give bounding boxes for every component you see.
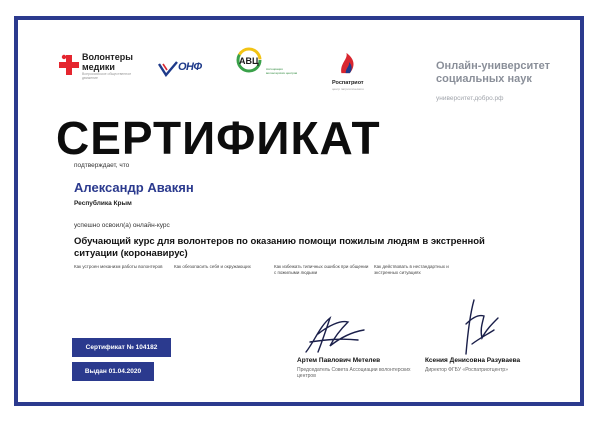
signer-name: Артем Павлович Метелев (297, 357, 381, 364)
onf-check-icon (158, 61, 178, 77)
mastered-text: успешно освоил(а) онлайн-курс (74, 222, 170, 229)
avc-text: АВЦ (239, 56, 259, 66)
certificate-title: СЕРТИФИКАТ (56, 112, 381, 164)
signer-role: Председатель Совета Ассоциации волонтерских центров (297, 367, 411, 379)
issued-date-badge: Выдан 01.04.2020 (72, 362, 154, 381)
signer-role: Директор ФГБУ «Роспатриотцентр» (425, 367, 508, 373)
recipient-name: Александр Авакян (74, 180, 194, 195)
course-module: Как обезопасить себя и окружающих (174, 264, 251, 269)
course-module: Как устроен механизм работы волонтеров (74, 264, 163, 269)
volunteer-medics-name: Волонтеры медики (82, 52, 133, 72)
rospatriot-name: Роспатриот (332, 80, 364, 86)
course-modules (74, 264, 484, 275)
onf-logo (158, 60, 214, 80)
course-module: Как избежать типичных ошибок при общении с пожилыми людьми (274, 264, 369, 275)
rospatriot-flame-icon (338, 50, 360, 76)
university-name: Онлайн-университет социальных наук (436, 60, 550, 85)
confirms-text: подтверждает, что (74, 162, 130, 169)
rospatriot-subtitle: центр патриотического (332, 87, 364, 91)
certificate-number-badge: Сертификат № 104182 (72, 338, 171, 357)
volunteer-medics-logo (58, 50, 158, 86)
rospatriot-logo (332, 50, 382, 92)
signer-1 (297, 357, 427, 379)
onf-text: ОНФ (178, 61, 202, 73)
signature-razuvaeva (452, 294, 504, 360)
avc-subtitle: Ассоциация волонтерских центров (266, 67, 298, 75)
course-title: Обучающий курс для волонтеров по оказанию помощи пожилым людям в экстренной ситуации (коронавирус) (74, 236, 485, 259)
university-url: университет.добро.рф (436, 95, 504, 102)
signer-name: Ксения Денисовна Разуваева (425, 357, 521, 364)
volunteer-medics-subtitle: Всероссийское общественное движение (82, 72, 132, 80)
signer-2 (425, 357, 565, 373)
signature-metelev (300, 312, 370, 358)
recipient-region: Республика Крым (74, 200, 132, 207)
avc-logo (236, 47, 306, 89)
university-block (436, 60, 566, 102)
medic-cross-icon (58, 54, 80, 76)
course-module: Как действовать в нестандартных и экстренных ситуациях (374, 264, 449, 275)
